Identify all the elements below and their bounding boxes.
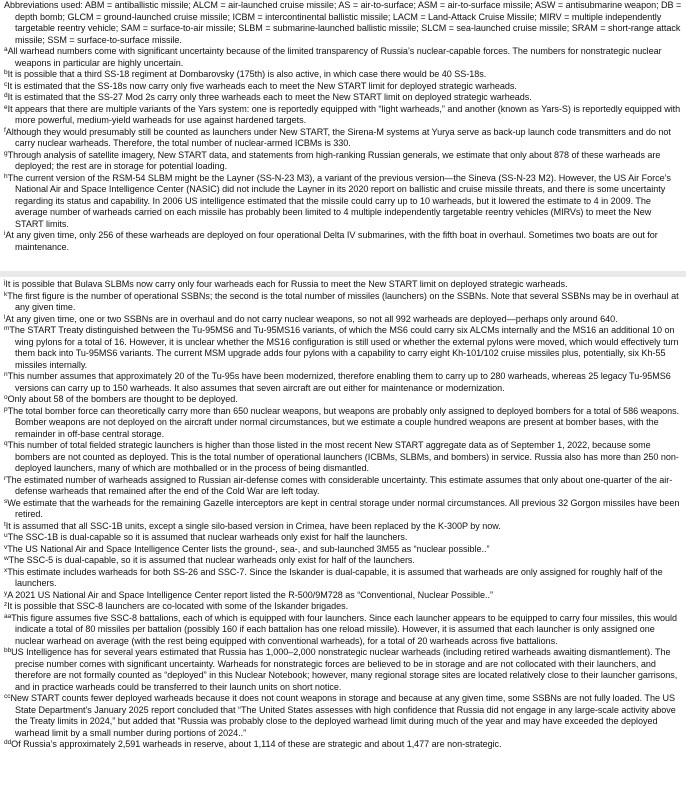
footnote-text: The US National Air and Space Intelligence Center lists the ground-, sea-, and sub-launched 3M55 as “nuclear possible..” <box>7 543 490 554</box>
footnote-r <box>4 475 682 498</box>
footnote-text: It appears that there are multiple variants of the Yars system: one is reportedly equipped with “light warheads,” and another (known as Yars-S) is reportedly equipped with more powerful, medium-yield warheads for use against hardened targets. <box>7 103 681 125</box>
footnote-text: The SSC-5 is dual-capable, so it is assumed that nuclear warheads only exist for half of the launchers. <box>8 555 415 565</box>
footnote-text: It is estimated that the SS-18s now carry only five warheads each to meet the New START limit for deployed strategic warheads. <box>7 80 517 91</box>
footnote-d <box>4 92 682 104</box>
footnote-text: We estimate that the warheads for the remaining Gazelle interceptors are kept in central storage under normal circumstances. All previous 32 Gorgon missiles have been retired. <box>7 497 680 519</box>
footnote-marker: d <box>4 92 8 99</box>
footnote-marker: w <box>4 555 9 562</box>
footnote-marker: r <box>4 474 7 482</box>
footnote-e <box>4 104 682 127</box>
footnote-marker: bb <box>4 647 12 654</box>
section-divider <box>0 271 686 277</box>
abbreviations-paragraph: Abbreviations used: ABM = antiballistic missile; ALCM = air-launched cruise missile; AS = air-to-surface; ASM = air-to-surface missile; ASW = antisubmarine weapon; DB = depth bomb; GLCM = ground-launched cruise missile; ICBM = intercontinental ballistic missile; LACM = Land-Attack Cruise Missile; MIRV = multiple independently targetable reentry vehicle; SAM = surface-to-air missile; SLBM = submarine-launched ballistic missile; SLCM = sea-launched cruise missile; SRAM = short-range attack missile; SSM = surface-to-surface missile. <box>4 0 682 45</box>
footnote-f <box>4 127 682 150</box>
footnote-text: The START Treaty distinguished between the Tu-95MS6 and Tu-95MS16 variants, of which the MS6 could carry six ALCMs internally and the MS16 an additional 10 on wing pylons for a total of 16. However, it is unclear whether the MS16 configuration is still used or whether the external pylons were moved, which would effectively turn them back into Tu-95MS6 variants. The current MSM upgrade adds four pylons with a capability to carry eight Kh-101/102 cruise missiles plus, potentially, six Kh-55 missiles internally. <box>9 325 679 370</box>
footnote-bb <box>4 647 682 693</box>
footnote-marker: o <box>4 394 8 401</box>
footnote-marker: u <box>4 532 8 539</box>
footnote-w <box>4 555 682 567</box>
footnote-marker: dd <box>4 739 12 746</box>
footnote-marker: e <box>4 103 8 111</box>
footnote-z <box>4 601 682 613</box>
footnote-aa <box>4 613 682 648</box>
footnote-k <box>4 291 682 314</box>
footnote-text: This number assumes that approximately 20 of the Tu-95s have been modernized, therefore enabling them to carry up to 280 warheads, whereas 25 legacy Tu-95MS6 versions can carry up to 150 warheads. It also assumes that seven aircraft are out either for maintenance or modernization. <box>7 371 671 393</box>
footnote-marker: q <box>4 440 8 447</box>
footnote-text: Through analysis of satellite imagery, New START data, and statements from high-ranking Russian generals, we estimate that only about 878 of these warheads are deployed; the rest are in storage for potential loading. <box>7 149 661 171</box>
footnote-i <box>4 230 682 253</box>
footnote-marker: a <box>4 46 8 53</box>
footnote-marker: b <box>4 69 8 76</box>
footnote-text: The total bomber force can theoretically carry more than 650 nuclear weapons, but weapons are probably only assigned to deployed bombers for a total of 586 weapons. Bomber weapons are not deployed on the aircraft under normal circumstances, but we estimate a couple hundred weapons are present at bomber bases, with the remainder in off-base central storage. <box>7 405 680 439</box>
footnotes-bottom-block <box>4 279 682 751</box>
footnote-text: It is possible that Bulava SLBMs now carry only four warheads each for Russia to meet the New START limit on deployed strategic warheads. <box>5 279 568 289</box>
footnote-dd <box>4 739 682 751</box>
footnote-text: All warhead numbers come with significant uncertainty because of the limited transparency of Russia’s nuclear-capable forces. The numbers for nonstrategic nuclear weapons in particular are highly uncertain. <box>7 46 662 68</box>
footnote-text: It is possible that SSC-8 launchers are co-located with some of the Iskander brigades. <box>7 601 349 611</box>
footnote-marker: p <box>4 405 8 413</box>
footnote-marker: n <box>4 371 8 378</box>
footnote-x <box>4 567 682 590</box>
footnote-text: This number of total fielded strategic launchers is higher than those listed in the most recent New START aggregate data as of September 1, 2022, because some bombers are not counted as deployed. This is the total number of operational launchers (ICBMs, SLBMs, and bombers) in service. Russia also has more than 250 non-deployed launchers, many of which are mothballed or in the process of being dismantled. <box>7 440 679 473</box>
footnote-text: US Intelligence has for several years estimated that Russia has 1,000–2,000 nonstrategic nuclear warheads (including retired warheads awaiting dismantlement). The precise number comes with significant uncertainty. Warheads for nonstrategic forces are believed to be in storage and are not collocated with their launchers, and therefore are not formally counted as “deployed” in this Nuclear Notebook; however, many regional storage sites are located relatively close to their launcher garrisons, and in practice warheads could be transferred to their launch units on short notice. <box>11 647 678 692</box>
footnote-text: New START counts fewer deployed warheads because it does not count weapons in storage and because at any given time, some SSBNs are not fully loaded. The US State Department’s January 2025 report concluded that “The United States assesses with high confidence that Russia did not engage in any large-scale activity above the Treaty limits in 2024,” but added that “Russia was probably close to the deployed warhead limit during much of the year and may have exceeded the deployed warhead limit by a small number during portions of 2024..” <box>10 693 676 738</box>
footnote-text: Only about 58 of the bombers are thought to be deployed. <box>7 394 238 404</box>
footnote-o <box>4 394 682 406</box>
footnotes-top-block <box>4 0 682 253</box>
footnote-marker: c <box>4 80 8 88</box>
footnote-q <box>4 440 682 475</box>
footnote-text: It is estimated that the SS-27 Mod 2s carry only three warheads each to meet the New START limit on deployed strategic warheads. <box>7 92 532 102</box>
footnote-marker: g <box>4 149 8 157</box>
footnote-m <box>4 325 682 371</box>
footnote-text: At any given time, only 256 of these warheads are deployed on four operational Delta IV submarines, with the fifth boat in overhaul. Sometimes two boats are out for maintenance. <box>5 230 658 252</box>
footnote-marker: j <box>4 279 6 286</box>
footnote-marker: z <box>4 601 8 608</box>
footnote-v <box>4 544 682 556</box>
footnote-text: Of Russia’s approximately 2,591 warheads in reserve, about 1,114 of these are strategic and about 1,477 are non-strategic. <box>11 739 502 749</box>
footnote-h <box>4 173 682 231</box>
footnote-b <box>4 69 682 81</box>
footnote-text: At any given time, one or two SSBNs are in overhaul and do not carry nuclear weapons, so not all 992 warheads are deployed—perhaps only around 640. <box>5 313 618 324</box>
footnote-marker: i <box>4 230 6 237</box>
footnote-text: A 2021 US National Air and Space Intelligence Center report listed the R-500/9M728 as “Conventional, Nuclear Possible..” <box>7 589 493 600</box>
footnote-text: This figure assumes five SSC-8 battalions, each of which is equipped with four launchers. Since each launcher appears to be equipped to carry four missiles, this would indicate a total of 80 missiles per battalion (possibly 160 if each battalion has one reload missile). However, it is assumed that each launcher is only assigned one nuclear warhead on average (with the rest being equipped with conventional warheads), for a total of 20 warheads across five battalions. <box>11 612 677 646</box>
footnote-marker: h <box>4 172 8 180</box>
footnote-text: Although they would presumably still be counted as launchers under New START, the Sirena-M systems at Yurya serve as back-up launch code transmitters and do not carry nuclear warheads. Therefore, the total number of nuclear-armed ICBMs is 330. <box>5 126 671 148</box>
notes-bottom-list <box>4 279 682 751</box>
footnote-text: This estimate includes warheads for both SS-26 and SSC-7. Since the Iskander is dual-capable, it is assumed that warheads are only assigned for roughly half of the launchers. <box>7 566 663 588</box>
footnote-cc <box>4 693 682 739</box>
footnote-marker: l <box>4 313 6 321</box>
footnote-marker: v <box>4 543 8 551</box>
footnote-marker: x <box>4 566 8 574</box>
footnote-text: The first figure is the number of operational SSBNs; the second is the total number of missiles (launchers) on the SSBNs. Note that several SSBNs may be in overhaul at any given time. <box>7 290 679 312</box>
footnote-text: The estimated number of warheads assigned to Russian air-defense comes with considerable uncertainty. This estimate assumes that only about one-quarter of the air-defense warheads that remained after the end of the Cold War are left today. <box>6 474 673 496</box>
footnote-marker: s <box>4 497 8 505</box>
footnote-s <box>4 498 682 521</box>
footnote-text: The current version of the RSM-54 SLBM might be the Layner (SS-N-23 M3), a variant of the previous version—the Sineva (SS-N-23 M2). However, the US Air Force’s National Air and Space Intelligence Center (NASIC) did not include the Layner in its 2020 report on ballistic and cruise missile threats, and there is some uncertainty regarding its status and capability. In 2006 US intelligence estimated that the missile could carry up to 10 warheads, but it lowered the estimate to 4 in 2009. The average number of warheads carried on each missile has probably been limited to 4 multiple independently targetable reentry vehicles (MIRVs) to meet the New START limits. <box>7 172 671 229</box>
footnote-text: It is assumed that all SSC-1B units, except a single silo-based version in Crimea, have been replaced by the K-300P by now. <box>5 520 501 531</box>
notes-top-list <box>4 46 682 253</box>
footnote-text: The SSC-1B is dual-capable so it is assumed that nuclear warheads only exist for half the launchers. <box>7 532 408 542</box>
footnote-n <box>4 371 682 394</box>
footnote-marker: y <box>4 589 8 597</box>
footnote-l <box>4 314 682 326</box>
footnote-marker: k <box>4 290 8 298</box>
footnote-marker: m <box>4 325 10 332</box>
footnote-t <box>4 521 682 533</box>
footnote-c <box>4 81 682 93</box>
footnote-p <box>4 406 682 441</box>
footnote-u <box>4 532 682 544</box>
footnote-y <box>4 590 682 602</box>
footnote-a <box>4 46 682 69</box>
footnote-g <box>4 150 682 173</box>
footnote-text: It is possible that a third SS-18 regiment at Dombarovsky (175th) is also active, in which case there would be 40 SS-18s. <box>7 69 487 79</box>
footnote-marker: t <box>4 520 6 528</box>
footnote-j <box>4 279 682 291</box>
footnote-marker: aa <box>4 612 12 620</box>
footnote-marker: cc <box>4 693 11 700</box>
footnote-marker: f <box>4 126 6 134</box>
